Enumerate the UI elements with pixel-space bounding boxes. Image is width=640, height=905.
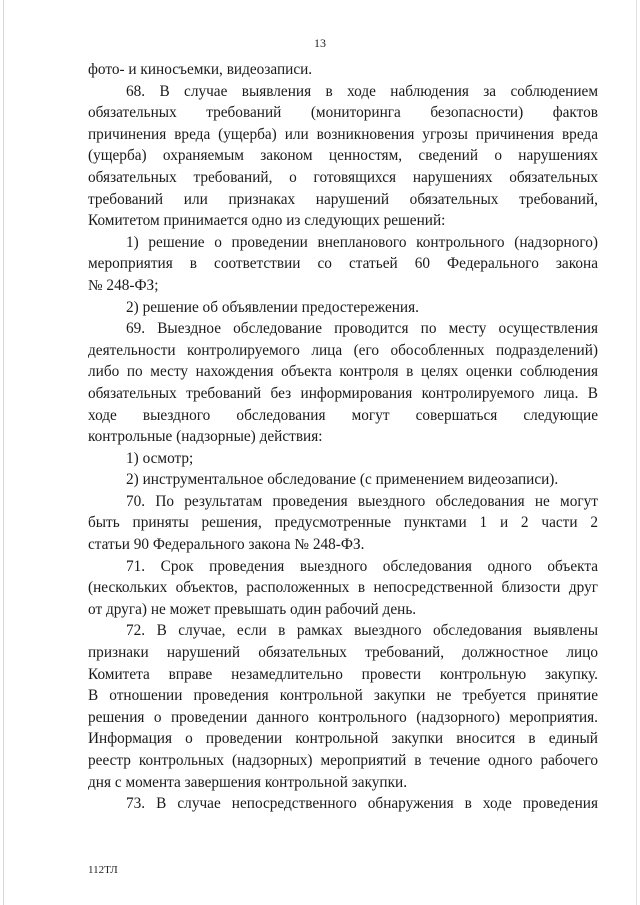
text-line: Информация о проведении контрольной закупки вносится в единый bbox=[88, 730, 598, 748]
text-line: (ущерба) охраняемым законом ценностям, сведений о нарушениях bbox=[88, 147, 598, 165]
text-line: 69. Выездное обследование проводится по месту осуществления bbox=[126, 320, 598, 338]
text-line: фото- и киносъемки, видеозаписи. bbox=[88, 61, 313, 78]
text-line: требований или признаках нарушений обязательных требований, bbox=[88, 190, 598, 208]
text-line: 70. По результатам проведения выездного обследования не могут bbox=[126, 492, 598, 510]
text-line: обязательных требований, о готовящихся нарушениях обязательных bbox=[88, 168, 598, 186]
text-line: 73. В случае непосредственного обнаружения в ходе проведения bbox=[126, 795, 598, 813]
scan-edge-right bbox=[636, 0, 637, 905]
text-line: 68. В случае выявления в ходе наблюдения за соблюдением bbox=[126, 82, 598, 100]
footer-code: 112ТЛ bbox=[88, 864, 118, 876]
text-line: обязательных требований (мониторинга безопасности) фактов bbox=[88, 104, 598, 122]
text-line: 71. Срок проведения выездного обследования одного объекта bbox=[126, 557, 598, 575]
text-line: 1) осмотр; bbox=[126, 449, 194, 467]
text-line: реестр контрольных (надзорных) мероприятий в течение одного рабочего bbox=[88, 752, 598, 769]
text-line: дня с момента завершения контрольной закупки. bbox=[88, 773, 408, 791]
text-line: деятельности контролируемого лица (его обособленных подразделений) bbox=[88, 341, 598, 359]
scan-edge-left bbox=[3, 0, 4, 905]
text-line: обязательных требований без информирования контролируемого лица. В bbox=[88, 384, 598, 402]
text-line: Комитета вправе незамедлительно провести контрольную закупку. bbox=[88, 665, 598, 683]
text-line: статьи 90 Федерального закона № 248-ФЗ. bbox=[88, 536, 365, 554]
text-line: мероприятия в соответствии со статьей 60 Федерального закона bbox=[88, 255, 598, 273]
text-line: В отношении проведения контрольной закупки не требуется принятие bbox=[88, 687, 598, 705]
text-line: быть приняты решения, предусмотренные пунктами 1 и 2 части 2 bbox=[88, 514, 598, 532]
text-line: решения о проведении данного контрольного (надзорного) мероприятия. bbox=[88, 708, 598, 726]
text-line: Комитетом принимается одно из следующих решений: bbox=[88, 212, 446, 230]
text-line: 1) решение о проведении внепланового контрольного (надзорного) bbox=[126, 233, 598, 251]
text-line: причинения вреда (ущерба) или возникновения угрозы причинения вреда bbox=[88, 125, 598, 143]
text-line: № 248-ФЗ; bbox=[88, 276, 159, 294]
page-number: 13 bbox=[314, 36, 326, 50]
text-line: 2) решение об объявлении предостережения. bbox=[126, 298, 419, 316]
text-line: (нескольких объектов, расположенных в непосредственной близости друг bbox=[88, 579, 598, 597]
document-body bbox=[88, 59, 598, 815]
text-line: от друга) не может превышать один рабочий день. bbox=[88, 600, 417, 618]
text-line: признаки нарушений обязательных требований, должностное лицо bbox=[88, 644, 598, 662]
text-line: 72. В случае, если в рамках выездного обследования выявлены bbox=[126, 622, 598, 640]
text-line: контрольные (надзорные) действия: bbox=[88, 428, 323, 446]
text-line: 2) инструментальное обследование (с применением видеозаписи). bbox=[126, 471, 559, 489]
text-line: ходе выездного обследования могут совершаться следующие bbox=[88, 406, 598, 424]
text-line: либо по месту нахождения объекта контроля в целях оценки соблюдения bbox=[88, 363, 598, 381]
